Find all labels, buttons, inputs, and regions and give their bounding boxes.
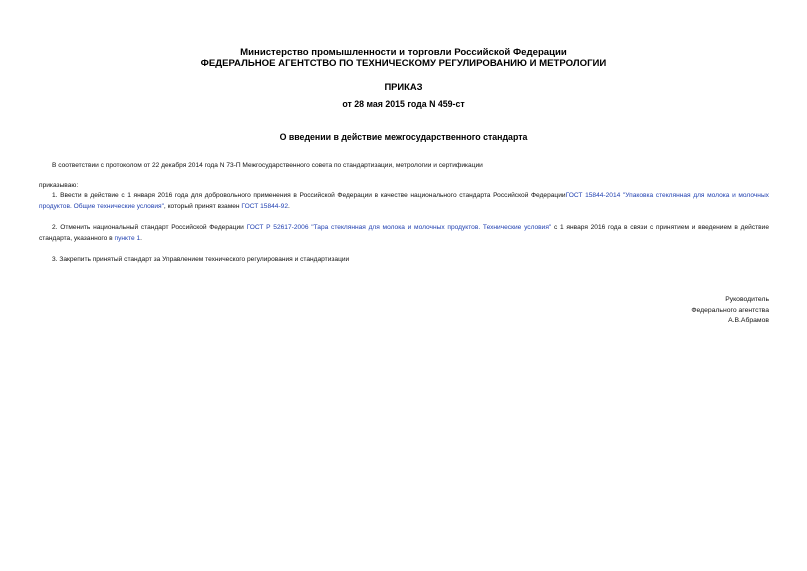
signer-position-line2: Федерального агентства [691, 306, 769, 314]
item-2-text-a: 2. Отменить национальный стандарт Российской Федерации [52, 224, 247, 231]
order-word: приказываю: [39, 182, 79, 189]
ministry-name: Министерство промышленности и торговли Российской Федерации [240, 47, 567, 58]
item-2-text-c: . [140, 234, 142, 242]
item-2-text-b: с 1 января 2016 года в связи с принятием и введением в действие стандарта, указанного в [39, 224, 770, 242]
document-type: ПРИКАЗ [384, 81, 423, 92]
signer-position-line1: Руководитель [725, 296, 769, 303]
gost-15844-2014-link[interactable]: ГОСТ 15844-2014 "Упаковка стеклянная для молока и молочных продуктов. Общие технические условия" [39, 192, 769, 210]
document-title: О введении в действие межгосударственного стандарта [279, 132, 528, 142]
gost-r-52617-2006-link[interactable]: ГОСТ Р 52617-2006 "Тара стеклянная для молока и молочных продуктов. Технические условия" [246, 224, 552, 231]
basis-paragraph: В соответствии с протоколом от 22 декабря 2014 года N 73-П Межгосударственного совета по стандартизации, метрологии и сертификации [52, 162, 483, 169]
item-1-text-a: 1. Ввести в действие с 1 января 2016 года для добровольного применения в Российской Федерации в качестве национального стандарта Российской Федерации [52, 192, 566, 199]
gost-15844-92-link[interactable]: ГОСТ 15844-92 [241, 202, 288, 210]
agency-name: ФЕДЕРАЛЬНОЕ АГЕНТСТВО ПО ТЕХНИЧЕСКОМУ РЕГУЛИРОВАНИЮ И МЕТРОЛОГИИ [200, 58, 607, 69]
item-2-paragraph [39, 223, 769, 244]
item-1-text-c: . [288, 202, 290, 210]
signature-block [691, 295, 769, 327]
document-date-number: от 28 мая 2015 года N 459-ст [342, 99, 465, 109]
item-1-text-b: , который принят взамен [163, 202, 242, 210]
item-3-paragraph: 3. Закрепить принятый стандарт за Управлением технического регулирования и стандартизации [52, 256, 350, 263]
signer-name: А.В.Абрамов [728, 317, 769, 325]
point-1-link[interactable]: пункте 1 [114, 234, 141, 242]
item-1-paragraph [39, 191, 769, 212]
